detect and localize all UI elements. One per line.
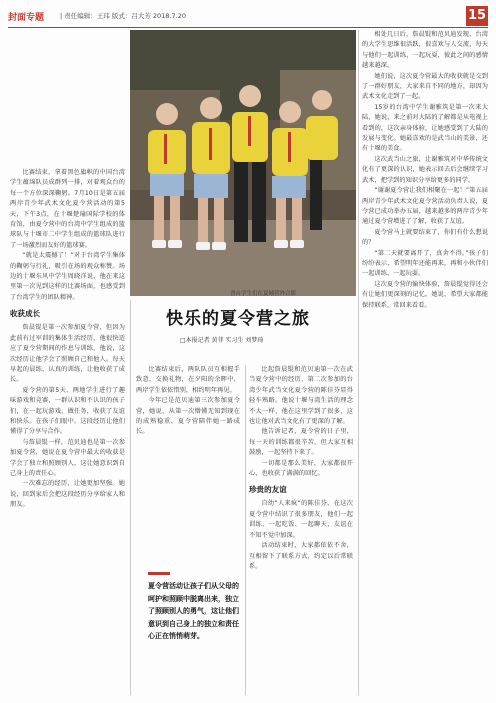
paragraph: 夏令营马上就要结束了，你们有什么想说的？: [362, 228, 488, 247]
article-column-3: [249, 365, 353, 695]
paragraph: 自幼“人来疯”的陈佳芬，在这次夏令营中结识了很多朋友，他们一起训练、一起吃饭、一起聊天，友谊在不知不觉中加深。: [249, 500, 353, 539]
paragraph: 比赛结束后，两队队员互相握手致意，交换礼物，在夕阳的余晖中，两岸学生依依惜别，相约明年再见。: [136, 366, 240, 394]
byline: □本报记者 黄菲 实习生 刘梦琦: [180, 337, 264, 344]
section-title: 封面专题: [8, 13, 45, 23]
paragraph: “谢谢夏令营让我们相聚在一起！”第五届两岸青少年武术文化夏令营活动负责人说，夏令营已成功举办五届，越来越多的两岸青少年通过夏令营增进了了解，收获了友谊。: [362, 187, 488, 226]
group-photo: [130, 30, 356, 296]
paragraph: 一次难忘的经历，让她更加坚强。她说，回到家后会把这段经历分享给家人和朋友。: [10, 480, 125, 509]
paragraph: 夏令营的第5天，两地学生进行了趣味游戏和竞赛，一群认识和不认识的孩子们，在一起玩游戏、做任务，收获了友谊和快乐。在孩子们眼中，这段经历让他们懂得了分享与合作。: [10, 386, 125, 436]
page-header: [8, 6, 488, 28]
paragraph: 他告诉记者，夏令营的日子里，每一天的训练都很辛苦，但大家互相鼓励，一起坚持下来了。: [249, 428, 353, 457]
article-title: 快乐的夏令营之旅: [166, 309, 310, 329]
editor-credits: | 责任编辑：王玮 版式：吕大芳 2018.7.20: [60, 12, 186, 20]
paragraph: 詹晨锟是第一次参加夏令营，但因为此前有过军训的集体生活经历，他很快适应了夏令营期间的作息与训练，他说，这次经历让他学会了照顾自己和他人。每天早起的晨练、认真的训练，让他收获了成长。: [10, 324, 125, 384]
paragraph: 15岁的台湾中学生谢雅筑是第一次来大陆，她说，来之前对大陆的了解都是从电视上看到的，这次亲身体验，让她感受到了大陆的发展与变化。她最喜欢的是武当山的美景，还有十堰的美食。: [362, 103, 488, 153]
paragraph: 活动结束时，大家都依依不舍，互相留下了联系方式，约定以后常联系。: [249, 542, 353, 570]
paragraph: 她们说，这次夏令营最大的收获就是交到了一群好朋友，大家来自不同的地方，却因为武术文化走到了一起。: [362, 72, 488, 101]
header-divider: [8, 27, 488, 28]
paragraph: “第二天就要离开了，真舍不得。”孩子们纷纷表示，希望明年还能再来，再和小伙伴们一起训练、一起玩耍。: [362, 249, 488, 278]
paragraph: “就是太震撼了！”对于台湾学生集体的鞠躬与行礼，吸引在场的观众称赞。场边的十堰东风中学生周晓洋说，他在来这里第一次见到这样的比赛场面，也感受到了台湾学生的团队精神。: [10, 252, 125, 301]
paragraph: 比赛结束，拿着黑色旗帜的中国台湾学生蕴绵队员成群列一排，对着观众台的每一个方位深深鞠躬。7月10日是第五届两岸青少年武术文化夏令营活动的第5天，下午3点，在十堰楚瑜国际学校的体育馆，由夏令营中的台湾中学生组成的篮球队与十堰市二中学生组成的篮球队进行了一场激烈而友好的篮球赛。: [10, 169, 125, 249]
article-title-block: [150, 298, 356, 358]
article-column-4: [362, 30, 488, 696]
pull-quote: [148, 572, 244, 672]
paragraph: 一切都是那么美好，大家都很开心，也收获了满满的回忆。: [249, 459, 353, 478]
pull-quote-accent: [148, 572, 170, 575]
paragraph: 这次夏令营的愉快体验，詹晨锟觉得还会有让她们更深刻的记忆。她说，希望大家都能保持联系，常回来看看。: [362, 280, 488, 309]
paragraph: 今年已是范贝迪第三次参加夏令营，她说，从第一次懵懂无知到现在的成熟稳重，夏令营陪伴她一路成长。: [136, 397, 240, 436]
subheading-growth: 收获成长: [10, 309, 41, 319]
paragraph: 与詹晨锟一样，范贝迪也是第一次参加夏令营，她说在夏令营中最大的收获是学会了独立和照顾别人，这让她意识到自己身上的责任心。: [10, 438, 125, 477]
column-divider: [245, 365, 246, 695]
paragraph: 这次武当山之旅，让谢雅筑对中华传统文化有了更深的认识，她表示回去后会继续学习武术，把学到的知识分享给更多的同学。: [362, 155, 488, 184]
column-divider: [358, 30, 359, 695]
pull-quote-text: 夏令营活动让孩子们从父母的呵护和照顾中脱离出来，独立了照顾别人的勇气，这让他们意识到自己身上的独立和责任心正在悄悄萌芽。: [148, 582, 239, 640]
photo-caption: 晋台学生们在夏城营外合影: [230, 291, 297, 297]
article-column-1: [10, 168, 125, 696]
subheading-friendship: 珍贵的友谊: [249, 485, 287, 495]
paragraph: 相处几日后，詹晨锟和范贝迪发现，台湾的大学生思维很活跃，很喜欢与人交流，每天与他们一起训练、一起玩耍，彼此之间的感情越来越深。: [362, 31, 488, 70]
column-divider: [130, 300, 131, 695]
page-number-badge: 15: [466, 6, 488, 26]
paragraph: 比起詹晨锟和范贝迪第一次在武当夏令营中的经历，第二次参加的台湾少年武当文化夏令营的陈佳芬显得轻车熟路。他说十堰与湾生活的理念不大一样，他在这里学到了很多，这也让他对武当文化有了更深的了解。: [249, 366, 353, 426]
article-column-2: [136, 365, 240, 555]
